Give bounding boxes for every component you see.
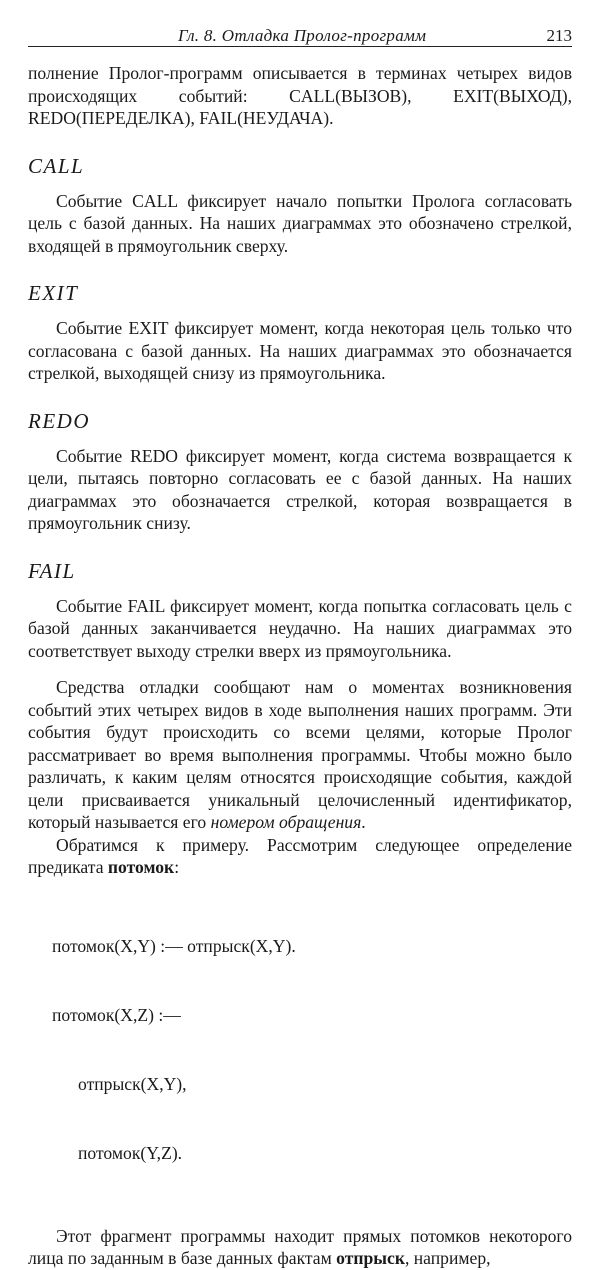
predicate-term: потомок [107, 857, 175, 877]
example-paragraph-text: Обратимся к примеру. Рассмотрим следующее определение предиката [28, 834, 572, 877]
page-body [28, 62, 572, 1270]
code-line: потомок(X,Y) :— отпрыск(X,Y). [52, 935, 296, 956]
code-line: отпрыск(X,Y), [78, 1073, 187, 1094]
final-paragraph [28, 1225, 572, 1270]
section-heading-exit: EXIT [28, 281, 79, 305]
section-heading-redo: REDO [28, 408, 90, 433]
debug-paragraph-end: . [361, 812, 366, 832]
final-paragraph-text: Этот фрагмент программы находит прямых потомков некоторого лица по заданным в базе данных фактам [28, 1225, 572, 1268]
code-line: потомок(X,Z) :— [52, 1004, 181, 1025]
debug-paragraph [28, 676, 572, 834]
section-heading-call: CALL [28, 153, 85, 178]
call-number-term: номером обращения [210, 812, 362, 832]
section-text-fail: Событие FAIL фиксирует момент, когда попытка согласовать цель с базой данных заканчивается неудачно. На наших диаграммах это соответствует выходу стрелки вверх из прямоугольника. [28, 595, 572, 661]
section-heading-fail: FAIL [28, 558, 76, 583]
page-header [28, 24, 572, 47]
section-text-redo: Событие REDO фиксирует момент, когда система возвращается к цели, пытаясь повторно согласовать ее с базой данных. На наших диаграммах это обозначается стрелкой, которая возвращается в прямоугольник снизу. [28, 445, 572, 533]
fact-term: отпрыск [336, 1248, 405, 1268]
section-text-exit: Событие EXIT фиксирует момент, когда некоторая цель только что согласована с базой данных. На наших диаграммах это обозначается стрелкой, выходящей снизу из прямоугольника. [28, 318, 572, 383]
intro-paragraph: полнение Пролог-программ описывается в терминах четырех видов происходящих событий: CALL(ВЫЗОВ), EXIT(ВЫХОД), REDO(ПЕРЕДЕЛКА), FAIL(НЕУДАЧА). [28, 63, 572, 128]
page-number: 213 [546, 26, 572, 45]
section-text-call: Событие CALL фиксирует начало попытки Пролога согласовать цель с базой данных. На наших диаграммах это обозначено стрелкой, входящей в прямоугольник сверху. [28, 190, 572, 256]
example-paragraph-end: : [174, 857, 180, 877]
debug-paragraph-text: Средства отладки сообщают нам о моментах возникновения событий этих четырех видов в ходе выполнения наших программ. Эти события будут происходить со всеми целями, которые Пролог рассматривает во время выполнения программы. Чтобы можно было различать, к каким целям относятся происходящие события, каждой цели присваивается уникальный целочисленный идентификатор, который называется его [28, 677, 572, 832]
example-paragraph [28, 834, 572, 879]
running-title: Гл. 8. Отладка Пролог-программ [178, 26, 427, 45]
code-line: потомок(Y,Z). [78, 1142, 183, 1163]
final-paragraph-end: , например, [404, 1248, 491, 1268]
code-block [28, 889, 572, 1211]
